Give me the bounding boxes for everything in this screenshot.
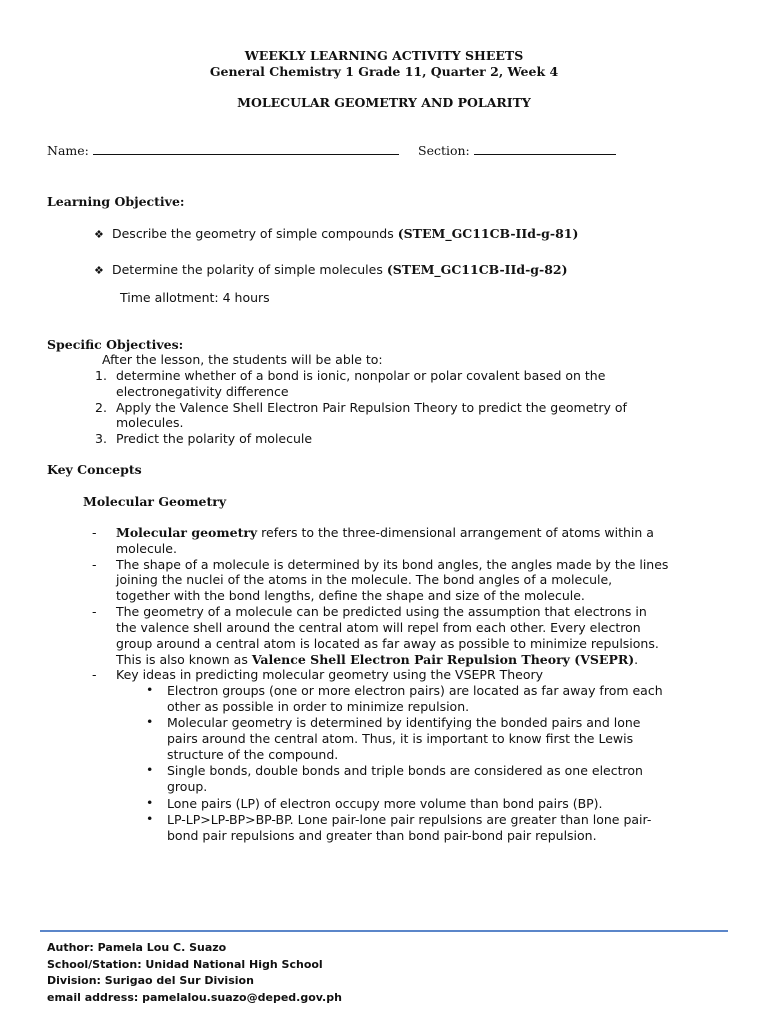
bullet-dot: •: [146, 682, 154, 697]
paragraph-text: .: [634, 652, 639, 667]
objective-text: Describe the geometry of simple compounds: [111, 226, 398, 241]
dash-bullet: -: [92, 604, 97, 619]
dash-bullet: -: [92, 525, 97, 540]
section-blank: [474, 143, 616, 155]
paragraph-1-line-1: [116, 525, 654, 540]
key-concepts-heading: Key Concepts: [47, 462, 142, 477]
header-line-1: WEEKLY LEARNING ACTIVITY SHEETS: [244, 48, 524, 63]
bullet-line: Single bonds, double bonds and triple bonds are considered as one electron: [167, 763, 643, 778]
footer-author: Author: Pamela Lou C. Suazo: [47, 941, 227, 954]
bullet-line: group.: [167, 779, 208, 794]
paragraph-2-line: The shape of a molecule is determined by its bond angles, the angles made by the lines: [116, 557, 669, 572]
bullet-line: structure of the compound.: [167, 747, 339, 762]
bullet-line: bond pair repulsions and greater than bond pair-bond pair repulsion.: [167, 828, 597, 843]
objective-line: Predict the polarity of molecule: [116, 431, 313, 446]
diamond-bullet-icon: ❖: [94, 228, 104, 241]
molecular-geometry-subheading: Molecular Geometry: [83, 494, 227, 509]
bullet-line: pairs around the central atom. Thus, it is important to know first the Lewis: [167, 731, 634, 746]
paragraph-1-line-2: molecule.: [116, 541, 177, 556]
learning-objective-item-1: [94, 226, 578, 241]
term-vsepr: Valence Shell Electron Pair Repulsion Theory (VSEPR): [251, 652, 635, 667]
objective-code: (STEM_GC11CB-IId-g-82): [386, 262, 568, 277]
paragraph-3-line: The geometry of a molecule can be predicted using the assumption that electrons in: [116, 604, 647, 619]
bullet-line: Molecular geometry is determined by identifying the bonded pairs and lone: [167, 715, 641, 730]
footer-divider: [40, 930, 728, 932]
section-label: Section:: [418, 143, 470, 158]
dash-bullet: -: [92, 557, 97, 572]
footer-school: School/Station: Unidad National High School: [47, 958, 323, 971]
name-blank: [93, 143, 399, 155]
objective-code: (STEM_GC11CB-IId-g-81): [397, 226, 579, 241]
learning-objective-heading: Learning Objective:: [47, 194, 185, 209]
term-molecular-geometry: Molecular geometry: [116, 525, 258, 540]
bullet-dot: •: [146, 714, 154, 729]
bullet-dot: •: [146, 762, 154, 777]
bullet-line: Electron groups (one or more electron pairs) are located as far away from each: [167, 683, 663, 698]
paragraph-2-line: joining the nuclei of the atoms in the molecule. The bond angles of a molecule,: [116, 572, 613, 587]
objective-number: 2.: [95, 400, 107, 415]
paragraph-text: refers to the three-dimensional arrangement of atoms within a: [257, 525, 654, 540]
paragraph-4-line: Key ideas in predicting molecular geometry using the VSEPR Theory: [116, 667, 544, 682]
objective-number: 1.: [95, 368, 107, 383]
objective-text: Determine the polarity of simple molecules: [111, 262, 387, 277]
specific-objectives-intro: After the lesson, the students will be able to:: [102, 352, 383, 367]
paragraph-2-line: together with the bond lengths, define the shape and size of the molecule.: [116, 588, 585, 603]
paragraph-text: This is also known as: [116, 652, 252, 667]
bullet-dot: •: [146, 811, 154, 826]
objective-line: determine whether of a bond is ionic, nonpolar or polar covalent based on the: [116, 368, 606, 383]
bullet-line: Lone pairs (LP) of electron occupy more volume than bond pairs (BP).: [167, 796, 603, 811]
paragraph-3-line-4: [116, 652, 638, 667]
bullet-dot: •: [146, 795, 154, 810]
diamond-bullet-icon: ❖: [94, 264, 104, 277]
objective-number: 3.: [95, 431, 107, 446]
name-label: Name:: [47, 143, 89, 158]
objective-line: molecules.: [116, 415, 184, 430]
paragraph-3-line: group around a central atom is located as far away as possible to minimize repulsions.: [116, 636, 659, 651]
dash-bullet: -: [92, 667, 97, 682]
page-title: MOLECULAR GEOMETRY AND POLARITY: [237, 95, 531, 110]
learning-objective-item-2: [94, 262, 568, 277]
footer-email: email address: pamelalou.suazo@deped.gov.ph: [47, 991, 342, 1004]
bullet-line: LP-LP>LP-BP>BP-BP. Lone pair-lone pair repulsions are greater than lone pair-: [167, 812, 652, 827]
objective-line: electronegativity difference: [116, 384, 289, 399]
footer-division: Division: Surigao del Sur Division: [47, 974, 254, 987]
objective-line: Apply the Valence Shell Electron Pair Repulsion Theory to predict the geometry of: [116, 400, 627, 415]
bullet-line: other as possible in order to minimize repulsion.: [167, 699, 470, 714]
specific-objectives-heading: Specific Objectives:: [47, 337, 184, 352]
paragraph-3-line: the valence shell around the central atom will repel from each other. Every electron: [116, 620, 641, 635]
time-allotment: Time allotment: 4 hours: [120, 290, 270, 305]
section-field: [418, 143, 616, 158]
header-line-2: General Chemistry 1 Grade 11, Quarter 2, Week 4: [209, 64, 559, 79]
name-field: [47, 143, 399, 158]
